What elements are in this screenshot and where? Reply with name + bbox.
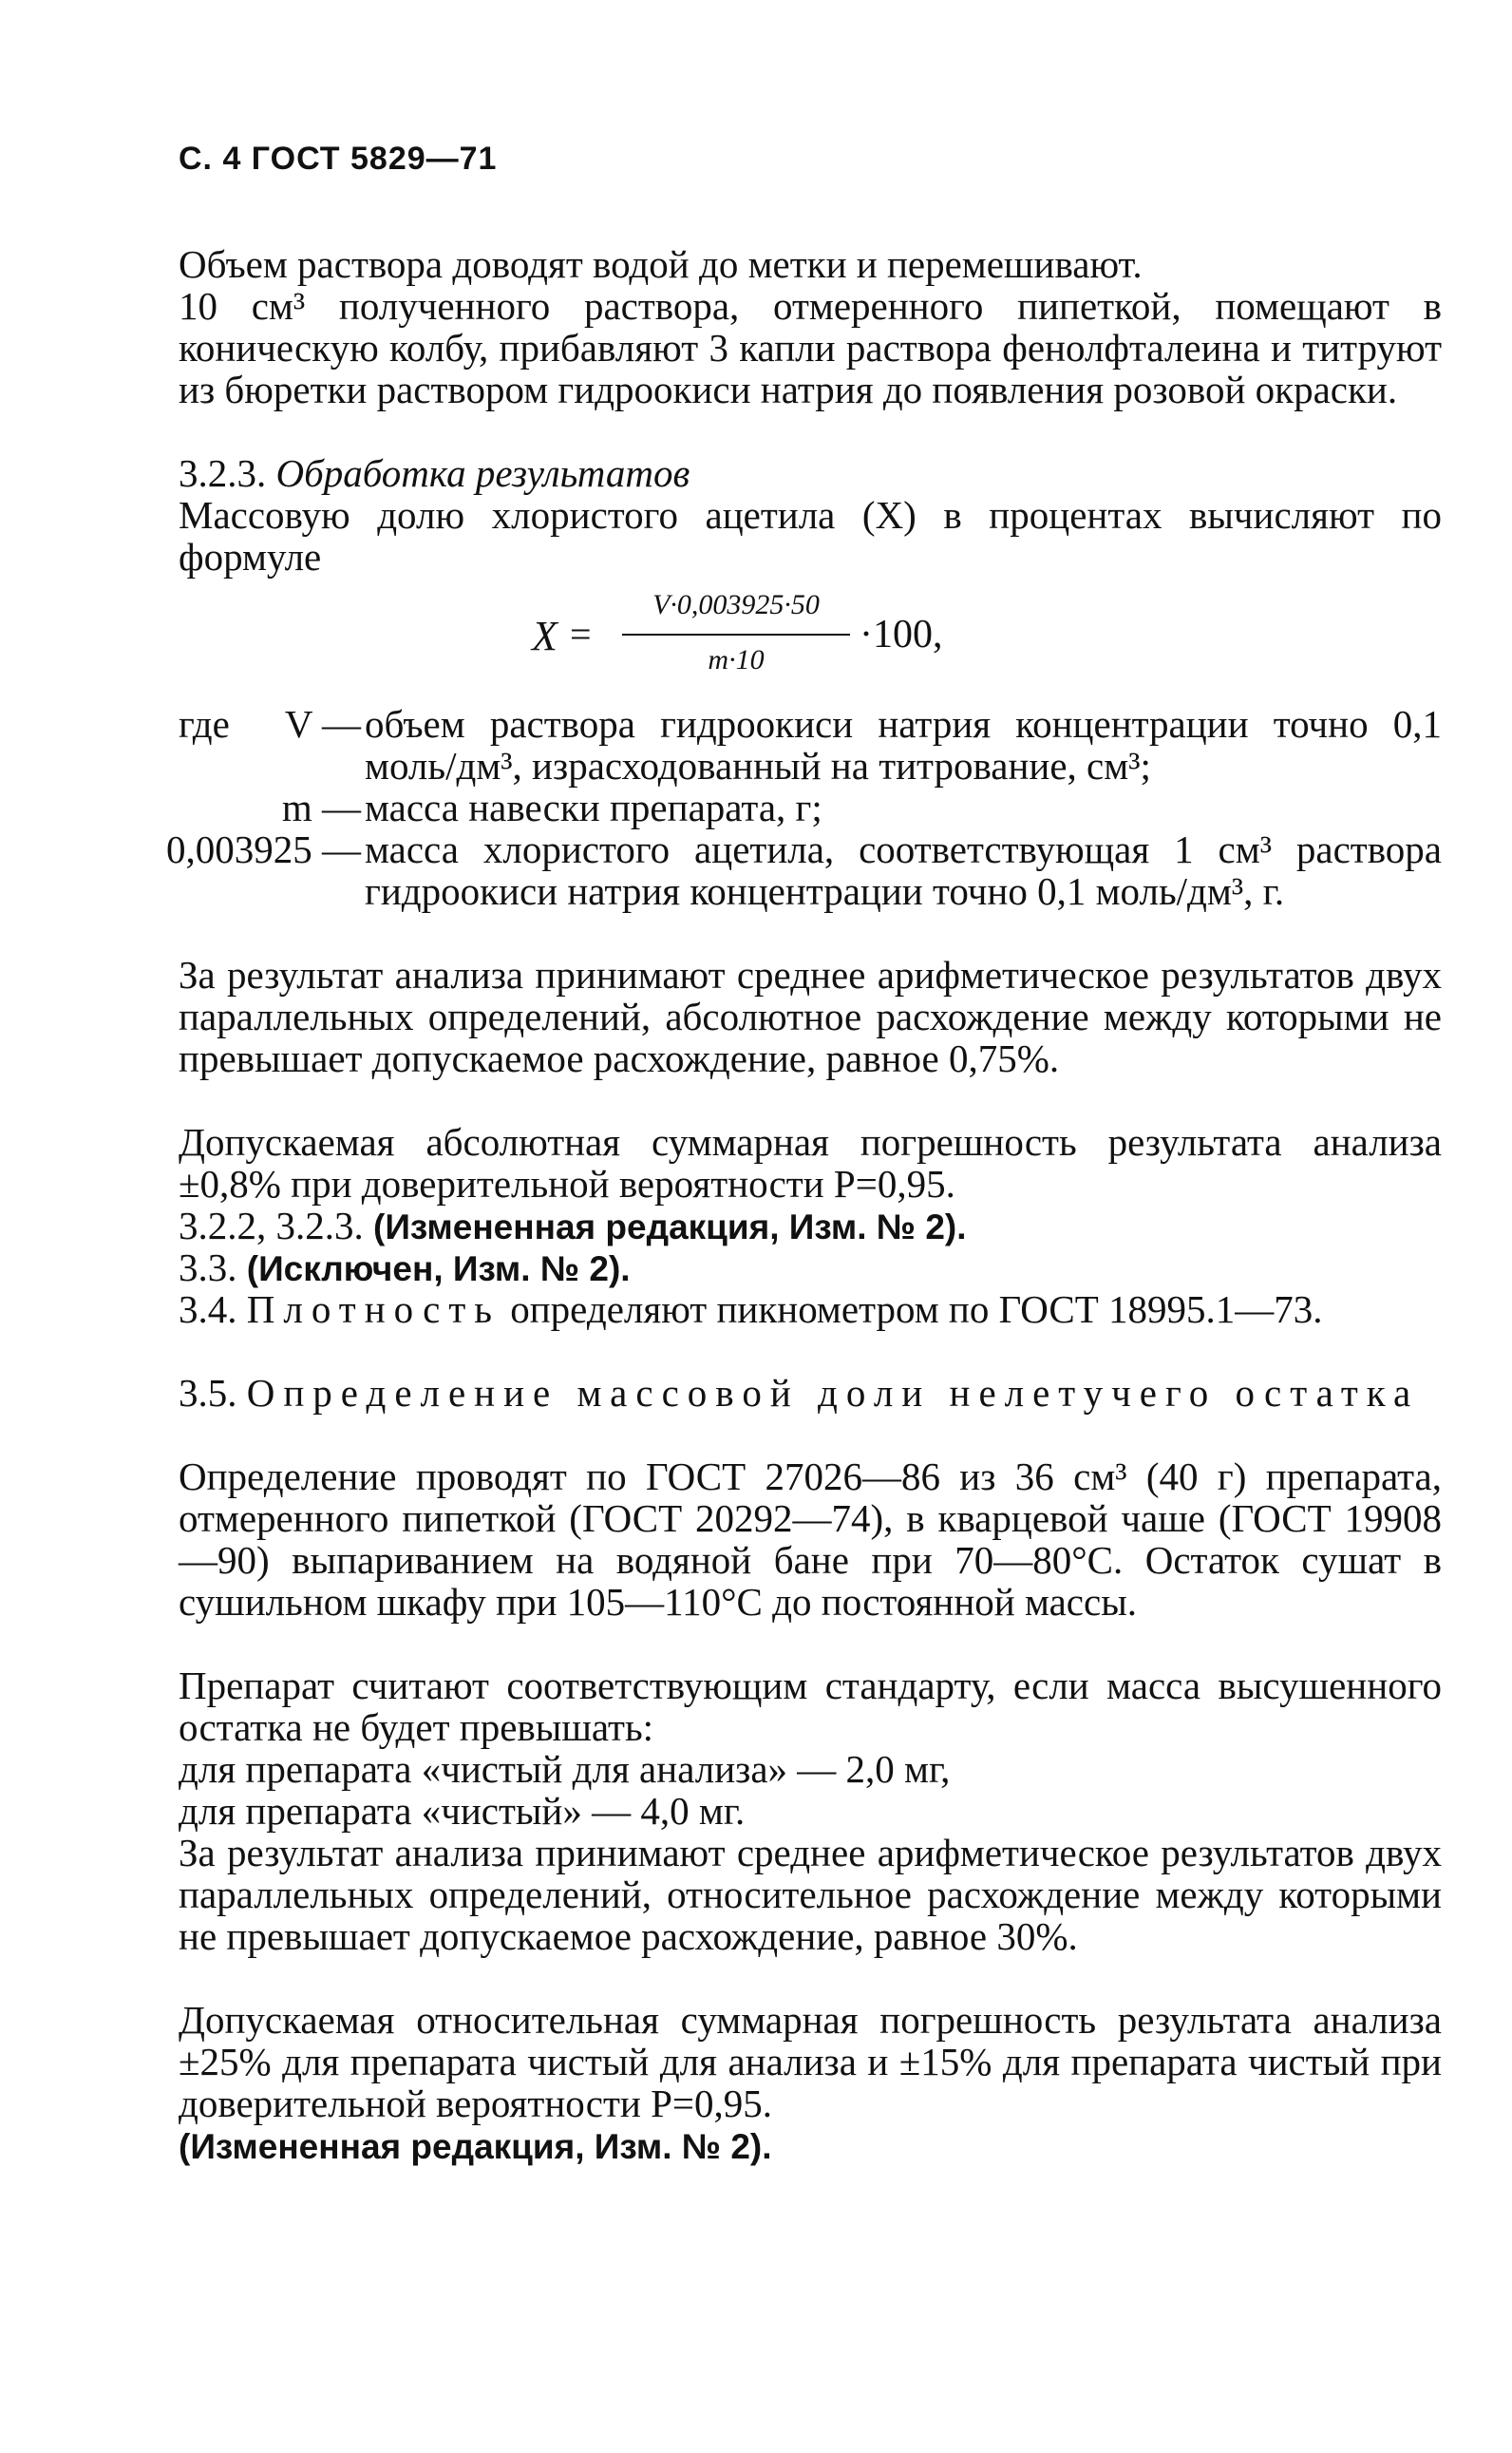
- section-number: 3.2.3.: [179, 451, 267, 495]
- paragraph-error-absolute: [179, 1121, 1442, 1205]
- amendment-3-2-2: [179, 1205, 1442, 1248]
- paragraph-procedure: [179, 1455, 1442, 1623]
- section-3-2-3-heading: [179, 452, 1442, 494]
- section-3-3-number: 3.3.: [179, 1246, 237, 1289]
- formula-lhs: X: [532, 613, 558, 659]
- paragraph-result-relative-text: За результат анализа принимают среднее арифметическое результатов двух параллельных определений, относительное расхождение между которыми не превышает допускаемое расхождение, равное 30%.: [179, 1831, 1442, 1958]
- definition-desc-v: объем раствора гидроокиси натрия концентрации точно 0,1 моль/дм³, израсходованный на титрование, см³;: [365, 702, 1442, 788]
- paragraph-result-absolute-text: За результат анализа принимают среднее арифметическое результатов двух параллельных определений, абсолютное расхождение между которыми не превышает допускаемое расхождение, равное 0,75%.: [179, 953, 1442, 1080]
- formula-equals: =: [570, 613, 592, 656]
- paragraph-formula-intro: [179, 494, 1442, 578]
- paragraph-formula-intro-text: Массовую долю хлористого ацетила (X) в процентах вычисляют по формуле: [179, 493, 1442, 579]
- criteria-item-analysis: [179, 1748, 1442, 1790]
- definition-desc-coef: масса хлористого ацетила, соответствующая 1 см³ раствора гидроокиси натрия концентрации точно 0,1 моль/дм³, г.: [365, 827, 1442, 913]
- paragraph-criteria-text: Препарат считают соответствующим стандарту, если масса высушенного остатка не будет превышать:: [179, 1664, 1442, 1749]
- paragraph-titration: [179, 285, 1442, 410]
- paragraph-result-relative: [179, 1832, 1442, 1957]
- amendment-note: (Измененная редакция, Изм. № 2).: [373, 1207, 967, 1246]
- section-title: Обработка результатов: [275, 451, 690, 495]
- paragraph-error-absolute-text: Допускаемая абсолютная суммарная погрешность результата анализа ±0,8% при доверительной вероятности P=0,95.: [179, 1120, 1442, 1206]
- formula: [532, 589, 1064, 694]
- section-3-5: [179, 1372, 1442, 1414]
- paragraph-titration-text: 10 см³ полученного раствора, отмеренного пипеткой, помещают в коническую колбу, прибавляют 3 капли раствора фенолфталеина и титруют из бюретки раствором гидроокиси натрия до появления розовой окраски.: [179, 284, 1442, 411]
- paragraph-criteria: [179, 1664, 1442, 1748]
- section-3-3-note: (Исключен, Изм. № 2).: [246, 1249, 631, 1288]
- criteria-item-pure-text: для препарата «чистый» — 4,0 мг.: [179, 1789, 746, 1833]
- section-3-4-text: определяют пикнометром по ГОСТ 18995.1—73.: [510, 1287, 1323, 1331]
- section-3-5-number: 3.5.: [179, 1371, 237, 1415]
- amendment-final: [179, 2124, 1442, 2168]
- paragraph-result-absolute: [179, 954, 1442, 1079]
- criteria-item-pure: [179, 1790, 1442, 1832]
- definitions-lead: где: [179, 702, 230, 746]
- formula-tail: ·100,: [860, 613, 943, 656]
- definition-term-m: m —: [281, 786, 361, 829]
- definition-term-v: V —: [284, 702, 361, 746]
- section-3-5-title: Определение массовой доли нелетучего остатка: [246, 1371, 1420, 1415]
- section-3-4-title: Плотность: [246, 1287, 501, 1331]
- formula-fraction-line: [622, 634, 850, 636]
- formula-denominator: m·10: [708, 644, 765, 675]
- paragraph-procedure-text: Определение проводят по ГОСТ 27026—86 из 36 см³ (40 г) препарата, отмеренного пипеткой (ГОСТ 20292—74), в кварцевой чаше (ГОСТ 19908—90) выпариванием на водяной бане при 70—80°С. Остаток сушат в сушильном шкафу при 105—110°С до постоянной массы.: [179, 1455, 1442, 1624]
- section-3-4: [179, 1288, 1442, 1330]
- paragraph-error-relative: [179, 1999, 1442, 2124]
- definition-desc-m: масса навески препарата, г;: [365, 786, 822, 829]
- paragraph-error-relative-text: Допускаемая относительная суммарная погрешность результата анализа ±25% для препарата чистый для анализа и ±15% для препарата чистый при доверительной вероятности P=0,95.: [179, 1998, 1442, 2125]
- amendment-final-note: (Измененная редакция, Изм. № 2).: [179, 2127, 772, 2166]
- section-3-3: [179, 1246, 1442, 1290]
- criteria-item-analysis-text: для препарата «чистый для анализа» — 2,0 мг,: [179, 1747, 951, 1791]
- paragraph-volume: [179, 243, 1442, 285]
- section-3-4-number: 3.4.: [179, 1287, 237, 1331]
- paragraph-volume-text: Объем раствора доводят водой до метки и перемешивают.: [179, 242, 1143, 286]
- formula-numerator: V·0,003925·50: [652, 589, 820, 620]
- page-header: С. 4 ГОСТ 5829—71: [179, 141, 498, 177]
- definition-term-coef: 0,003925 —: [166, 827, 361, 871]
- amendment-number: 3.2.2, 3.2.3.: [179, 1204, 364, 1247]
